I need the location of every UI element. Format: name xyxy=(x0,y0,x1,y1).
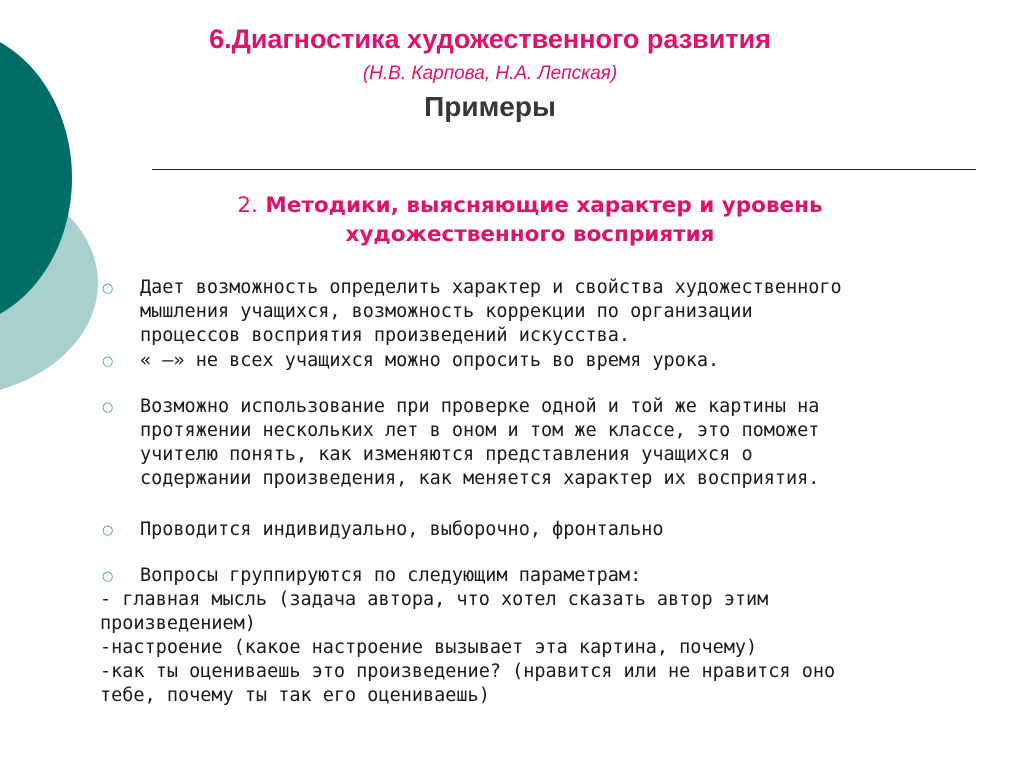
slide-heading: Примеры xyxy=(424,91,556,122)
section-title-line2: художественного восприятия xyxy=(345,222,715,247)
list-item xyxy=(100,395,1000,491)
param-line: - главная мысль (задача автора, что хотел сказать автор этим произведением) xyxy=(100,589,769,634)
hollow-circle-bullet-icon: ○ xyxy=(102,281,114,296)
slide-authors: (Н.В. Карпова, Н.А. Лепская) xyxy=(362,63,618,84)
slide-body xyxy=(100,276,1000,708)
list-item-text: Вопросы группируются по следующим параметрам: xyxy=(140,565,642,586)
hollow-circle-bullet-icon: ○ xyxy=(102,354,114,369)
section-title xyxy=(140,191,920,249)
hollow-circle-bullet-icon: ○ xyxy=(102,569,114,584)
list-item-text: « –» не всех учащихся можно опросить во время урока. xyxy=(140,350,720,371)
list-item-text: Дает возможность определить характер и свойства художественного мышления учащихся, возможность коррекции по организации процессов восприятия произведений искусства. xyxy=(140,277,842,346)
list-item-text: Возможно использование при проверке одной и той же картины на протяжении нескольких лет в оном и том же классе, это поможет учителю понять, как изменяются представления учащихся о содержании произведения, как меняется характер их восприятия. xyxy=(140,396,820,489)
list-item xyxy=(100,276,1000,348)
list-item xyxy=(100,518,1000,542)
divider-line xyxy=(152,169,976,170)
section-number: 2. xyxy=(237,193,258,218)
list-item-text: Проводится индивидуально, выборочно, фронтально xyxy=(140,519,664,540)
list-item xyxy=(100,349,1000,373)
param-line: -настроение (какое настроение вызывает эта картина, почему) xyxy=(100,637,758,658)
param-line: -как ты оцениваешь это произведение? (нравится или не нравится оно тебе, почему ты так его оцениваешь) xyxy=(100,661,836,706)
slide-title: 6.Диагностика художественного развития xyxy=(209,24,771,54)
list-item xyxy=(100,564,1000,588)
hollow-circle-bullet-icon: ○ xyxy=(102,523,114,538)
section-title-line1: Методики, выясняющие характер и уровень xyxy=(265,193,823,218)
hollow-circle-bullet-icon: ○ xyxy=(102,400,114,415)
